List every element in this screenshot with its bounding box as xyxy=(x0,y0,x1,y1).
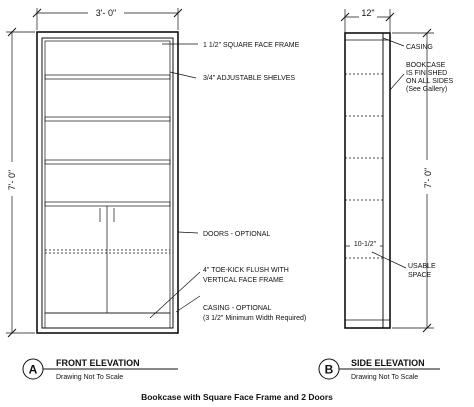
front-width-dimension xyxy=(33,6,182,30)
front-elevation-letter: A xyxy=(28,362,38,377)
shelf xyxy=(45,117,170,121)
front-elevation-drawing xyxy=(5,6,306,337)
front-elevation-title xyxy=(23,358,178,381)
front-face-frame xyxy=(42,38,173,328)
side-elevation-heading: SIDE ELEVATION xyxy=(351,358,425,368)
label-finished-line4: (See Gallery) xyxy=(406,86,448,93)
front-doors xyxy=(45,206,170,313)
label-casing-line2: (3 1/2" Minimum Width Required) xyxy=(203,315,307,322)
shelf xyxy=(45,202,170,206)
front-height-dimension xyxy=(5,28,35,337)
label-usable-line2: SPACE xyxy=(408,272,432,279)
label-shelves: 3/4" ADJUSTABLE SHELVES xyxy=(203,75,296,82)
label-finished-line2: IS FINISHED xyxy=(406,70,448,77)
side-elevation-letter: B xyxy=(324,362,334,377)
front-toe-kick xyxy=(45,313,170,328)
front-casing xyxy=(37,32,178,333)
label-toe-kick-line2: VERTICAL FACE FRAME xyxy=(203,277,284,284)
label-doors: DOORS - OPTIONAL xyxy=(203,231,271,238)
label-finished-line3: ON ALL SIDES xyxy=(406,78,454,85)
label-usable-line1: USABLE xyxy=(408,263,436,270)
side-elevation-subtitle: Drawing Not To Scale xyxy=(351,374,419,381)
front-inner-opening xyxy=(45,41,170,313)
side-inner-label: 10-1/2" xyxy=(353,241,377,248)
front-width-label: 3'- 0" xyxy=(95,8,117,18)
side-elevation-drawing xyxy=(341,8,454,332)
label-finished-line1: BOOKCASE xyxy=(406,62,446,69)
front-elevation-subtitle: Drawing Not To Scale xyxy=(56,374,124,381)
side-height-label: 7'- 0" xyxy=(423,167,433,189)
label-toe-kick-line1: 4" TOE-KICK FLUSH WITH xyxy=(203,267,289,274)
shelf xyxy=(45,160,170,164)
shelf xyxy=(45,75,170,79)
label-face-frame: 1 1/2" SQUARE FACE FRAME xyxy=(203,42,300,49)
label-side-casing: CASING xyxy=(406,44,433,51)
front-leaders xyxy=(150,44,200,318)
side-shelf-hidden-lines xyxy=(345,74,383,258)
side-depth-label: 12" xyxy=(361,8,375,18)
side-inner-dimension xyxy=(345,238,383,249)
front-elevation-heading: FRONT ELEVATION xyxy=(56,358,140,368)
front-shelves xyxy=(45,75,170,206)
front-height-label: 7'- 0" xyxy=(7,169,17,191)
side-leaders xyxy=(372,38,406,268)
side-depth-dimension xyxy=(341,8,394,33)
label-casing-line1: CASING - OPTIONAL xyxy=(203,305,272,312)
drawing-caption: Bookcase with Square Face Frame and 2 Doors xyxy=(141,392,333,402)
side-elevation-title xyxy=(319,358,440,381)
